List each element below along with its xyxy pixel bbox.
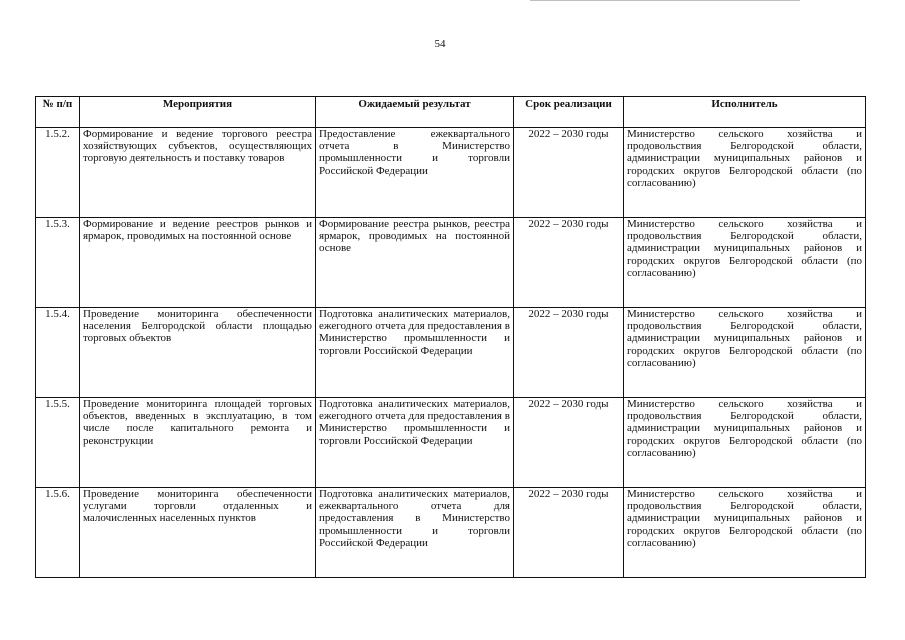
row-term: 2022 – 2030 годы bbox=[514, 308, 624, 398]
row-result: Предоставление ежеквартального отчета в Министерство промышленности и торговли Российской Федерации bbox=[316, 128, 514, 218]
table-row bbox=[36, 398, 866, 488]
row-event: Формирование и ведение торгового реестра хозяйствующих субъектов, осуществляющих торговую деятельность и поставку товаров bbox=[80, 128, 316, 218]
table-row bbox=[36, 308, 866, 398]
row-event: Проведение мониторинга обеспеченности услугами торговли отдаленных и малочисленных населенных пунктов bbox=[80, 488, 316, 578]
header-term: Срок реализации bbox=[514, 97, 624, 128]
row-term: 2022 – 2030 годы bbox=[514, 488, 624, 578]
row-number: 1.5.2. bbox=[36, 128, 80, 218]
header-num: № п/п bbox=[36, 97, 80, 128]
row-result: Подготовка аналитических материалов, ежегодного отчета для предоставления в Министерство промышленности и торговли Российской Федерации bbox=[316, 308, 514, 398]
row-event: Формирование и ведение реестров рынков и ярмарок, проводимых на постоянной основе bbox=[80, 218, 316, 308]
row-event: Проведение мониторинга обеспеченности населения Белгородской области площадью торговых объектов bbox=[80, 308, 316, 398]
header-executor: Исполнитель bbox=[624, 97, 866, 128]
row-result: Формирование реестра рынков, реестра ярмарок, проводимых на постоянной основе bbox=[316, 218, 514, 308]
row-executor: Министерство сельского хозяйства и продовольствия Белгородской области, администрации муниципальных районов и городских округов Белгородской области (по согласованию) bbox=[624, 488, 866, 578]
row-event: Проведение мониторинга площадей торговых объектов, введенных в эксплуатацию, в том числе после капитального ремонта и реконструкции bbox=[80, 398, 316, 488]
page-number: 54 bbox=[434, 38, 446, 50]
row-executor: Министерство сельского хозяйства и продовольствия Белгородской области, администрации муниципальных районов и городских округов Белгородской области (по согласованию) bbox=[624, 218, 866, 308]
row-result: Подготовка аналитических материалов, ежегодного отчета для предоставления в Министерство промышленности и торговли Российской Федерации bbox=[316, 398, 514, 488]
row-number: 1.5.6. bbox=[36, 488, 80, 578]
measures-table bbox=[35, 96, 866, 578]
row-number: 1.5.3. bbox=[36, 218, 80, 308]
table-row bbox=[36, 488, 866, 578]
header-result: Ожидаемый результат bbox=[316, 97, 514, 128]
row-executor: Министерство сельского хозяйства и продовольствия Белгородской области, администрации муниципальных районов и городских округов Белгородской области (по согласованию) bbox=[624, 398, 866, 488]
row-term: 2022 – 2030 годы bbox=[514, 128, 624, 218]
table-row bbox=[36, 128, 866, 218]
row-number: 1.5.4. bbox=[36, 308, 80, 398]
header-event: Мероприятия bbox=[80, 97, 316, 128]
table-row bbox=[36, 218, 866, 308]
row-result: Подготовка аналитических материалов, ежеквартального отчета для предоставления в Министерство промышленности и торговли Российской Федерации bbox=[316, 488, 514, 578]
row-executor: Министерство сельского хозяйства и продовольствия Белгородской области, администрации муниципальных районов и городских округов Белгородской области (по согласованию) bbox=[624, 308, 866, 398]
table-header-row bbox=[36, 97, 866, 128]
row-number: 1.5.5. bbox=[36, 398, 80, 488]
row-executor: Министерство сельского хозяйства и продовольствия Белгородской области, администрации муниципальных районов и городских округов Белгородской области (по согласованию) bbox=[624, 128, 866, 218]
row-term: 2022 – 2030 годы bbox=[514, 218, 624, 308]
row-term: 2022 – 2030 годы bbox=[514, 398, 624, 488]
top-scan-rule bbox=[530, 0, 800, 1]
